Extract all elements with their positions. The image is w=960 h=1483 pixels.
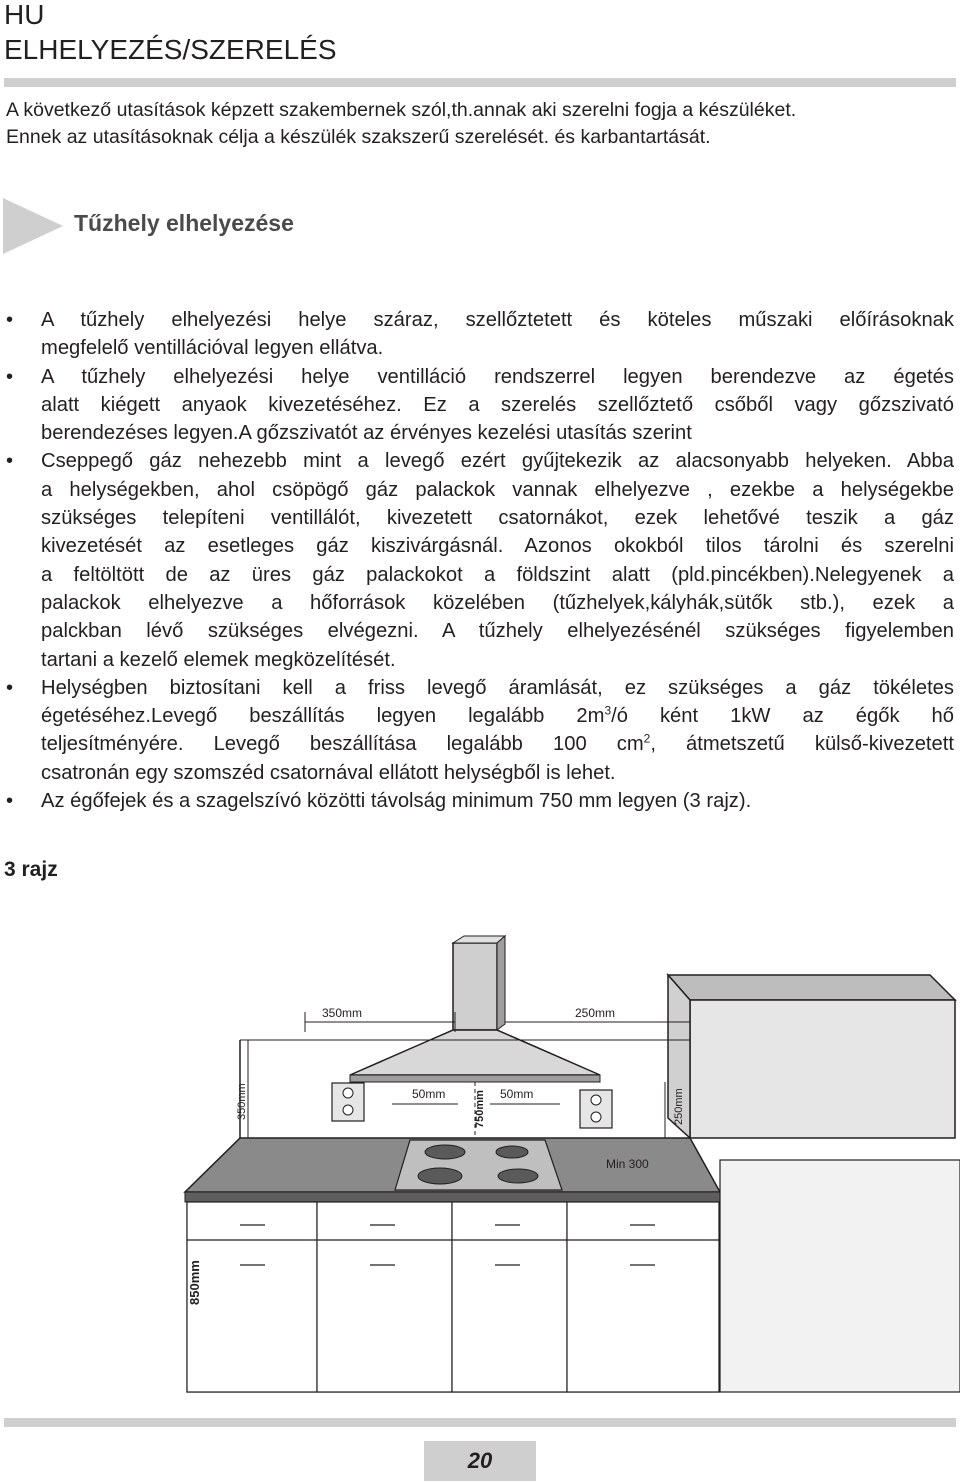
dim-750: 750mm [474,1090,486,1128]
wall-cabinet [668,975,955,1138]
bullet-text: kivezetését az esetleges gáz kiszivárgásnál. Azonos okokból tilos tárolni és szerelni [41,535,954,558]
bullet-text-part: /ó ként 1kW az égők hő [611,705,954,728]
superscript: 3 [604,703,612,718]
bullet-text: a helységekben, ahol csöpögő gáz palackok vannak elhelyezve , ezekbe a helységekbe [41,478,954,501]
bullet-text: csatronán egy szomszéd csatornával ellátott helységből is lehet. [41,761,616,784]
bullet-list [6,306,954,815]
bullet-item-5 [6,787,954,815]
bullet-text: megfelelő ventillációval legyen ellátva. [41,337,384,360]
bullet-text: • Helységben biztosítani kell a friss levegő áramlását, ez szükséges a gáz tökéletes [41,676,954,699]
page-title: ELHELYEZÉS/SZERELÉS [4,34,337,65]
bullet-item-4 [6,674,954,787]
dim-50-right: 50mm [500,1087,534,1101]
figure-label: 3 rajz [4,858,58,881]
bullet-text [41,702,954,730]
wall-outlet-left [332,1083,364,1121]
footer-divider [4,1418,956,1427]
cooker-hood [350,936,600,1082]
bullet-text: szükséges telepíteni ventillálót, kivezetett csatornákot, ezek lehetővé teszik a gáz [41,507,954,530]
bullet-text: alatt kiégett anyaok kivezetéséhez. Ez a szerelés szellőztető csőből vagy gőzszivató [41,393,954,416]
bullet-text: • A tűzhely elhelyezési helye száraz, szellőztetett és köteles műszaki előírásoknak [41,309,954,331]
dim-250-top: 250mm [575,1006,616,1020]
dim-min-300: Min 300 [606,1157,649,1171]
bullet-item-3 [6,447,954,673]
gas-hob [395,1140,562,1190]
intro-line-2: Ennek az utasításoknak célja a készülék szakszerű szerelését. és karbantartását. [6,126,711,148]
bullet-text: • Cseppegő gáz nehezebb mint a levegő ezért gyűjtekezik az alacsonyabb helyeken. Abba [41,450,954,473]
bullet-text [41,730,954,758]
bullet-text: tartani a kezelő elemek megközelítését. [41,648,396,671]
kitchen-installation-diagram [170,935,960,1405]
dim-850: 850mm [187,1260,202,1305]
bullet-text: • A tűzhely elhelyezési helye ventilláció rendszerrel legyen berendezve az égetés [41,365,954,388]
bullet-text: berendezéses legyen.A gőzszivatót az érvényes kezelési utasítás szerint [41,422,692,445]
dim-250-side: 250mm [673,1088,685,1125]
superscript: 2 [643,731,651,746]
wall-outlet-right [580,1090,612,1128]
bullet-text-part: , átmetszetű külső-kivezetett [650,733,954,756]
intro-line-1: A következő utasítások képzett szakembernek szól,th.annak aki szerelni fogja a készüléket. [6,99,797,121]
dim-50-left: 50mm [412,1087,446,1101]
section-arrow-icon [3,198,63,254]
language-code: HU [4,0,45,30]
bullet-item-2 [6,363,954,448]
bullet-text-part: égetéséhez.Levegő beszállítás legyen legalább 2m [41,705,605,728]
bullet-text: • Az égőfejek és a szagelszívó közötti távolság minimum 750 mm legyen (3 rajz). [41,790,752,813]
dim-350-top: 350mm [322,1006,363,1020]
bullet-text: palckban lévő szükséges elvégezni. A tűzhely elhelyezésénél szükséges figyelemben [41,620,954,643]
intro-paragraph [6,97,956,151]
section-title: Tűzhely elhelyezése [74,210,294,236]
bullet-text: palackok elhelyezve a hőforrások közelében (tűzhelyek,kályhák,sütők stb.), ezek a [41,591,954,614]
bullet-text: a feltöltött de az üres gáz palackokot a földszint alatt (pld.pincékben).Nelegyenek a [41,563,954,586]
dim-350-side: 350mm [236,1083,248,1120]
bullet-item-1 [6,306,954,363]
header-divider [4,78,956,87]
page-number: 20 [424,1441,536,1481]
bullet-text-part: teljesítményére. Levegő beszállítása legalább 100 cm [41,733,644,756]
